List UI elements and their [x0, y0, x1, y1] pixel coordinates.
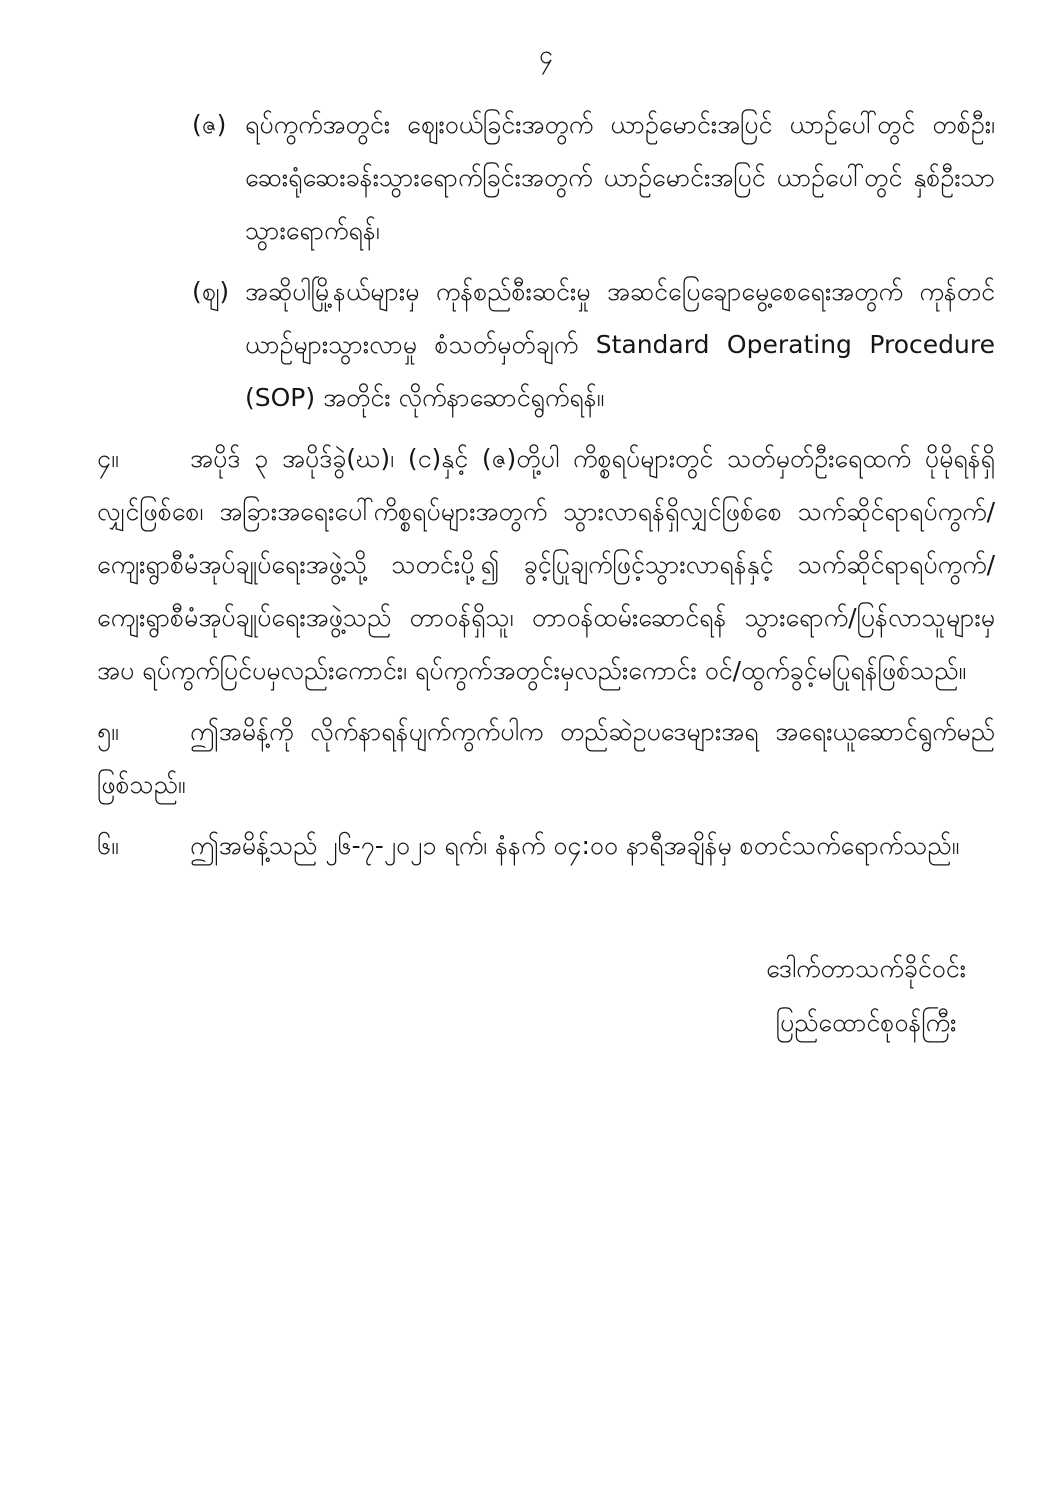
- signatory-title: ပြည်ထောင်စုဝန်ကြီး: [775, 1008, 957, 1037]
- page-number: ၄: [538, 40, 554, 69]
- signatory-name: ဒေါက်တာသက်ခိုင်ဝင်း: [766, 954, 966, 983]
- paragraph-number: ၅။: [97, 717, 119, 746]
- signature-block: [766, 942, 966, 1050]
- list-item-za: [192, 98, 995, 257]
- list-item-jha: [192, 265, 995, 424]
- paragraph-5: [97, 705, 995, 811]
- paragraph-4: [97, 432, 995, 697]
- list-item-text: အဆိုပါမြို့နယ်များမှ ကုန်စည်စီးဆင်းမှု အဆင်ပြေချောမွေ့စေရေးအတွက် ကုန်တင်ယာဉ်များသွားလာမှု စံသတ်မှတ်ချက် Standard Operating Procedure (SOP) အတိုင်း လိုက်နာဆောင်ရွက်ရန်။: [245, 277, 995, 412]
- list-item-text: ရပ်ကွက်အတွင်း ဈေးဝယ်ခြင်းအတွက် ယာဉ်မောင်းအပြင် ယာဉ်ပေါ်တွင် တစ်ဦး၊ ဆေးရုံဆေးခန်းသွားရောက်ခြင်းအတွက် ယာဉ်မောင်းအပြင် ယာဉ်ပေါ်တွင် နှစ်ဦးသာ သွားရောက်ရန်၊: [245, 110, 995, 245]
- paragraph-text: ဤအမိန့်ကို လိုက်နာရန်ပျက်ကွက်ပါက တည်ဆဲဥပဒေများအရ အရေးယူဆောင်ရွက်မည်ဖြစ်သည်။: [97, 717, 995, 799]
- paragraph-text: ဤအမိန့်သည် ၂၆-၇-၂၀၂၁ ရက်၊ နံနက် ၀၄:၀၀ နာရီအချိန်မှ စတင်သက်ရောက်သည်။: [190, 831, 960, 860]
- paragraph-number: ၆။: [97, 831, 119, 860]
- list-item-label: (ဇ): [192, 110, 227, 139]
- paragraph-6: [97, 819, 995, 872]
- paragraph-text: အပိုဒ် ၃ အပိုဒ်ခွဲ(ဃ)၊ (င)နှင့် (ဇ)တို့ပါ ကိစ္စရပ်များတွင် သတ်မှတ်ဦးရေထက် ပိုမိုရန်ရှိလျှင်ဖြစ်စေ၊ အခြားအရေးပေါ်ကိစ္စရပ်များအတွက် သွားလာရန်ရှိလျှင်ဖြစ်စေ သက်ဆိုင်ရာရပ်ကွက်/ကျေးရွာစီမံအုပ်ချုပ်ရေးအဖွဲ့သို့ သတင်းပို့၍ ခွင့်ပြုချက်ဖြင့်သွားလာရန်နှင့် သက်ဆိုင်ရာရပ်ကွက်/ကျေးရွာစီမံအုပ်ချုပ်ရေးအဖွဲ့သည် တာဝန်ရှိသူ၊ တာဝန်ထမ်းဆောင်ရန် သွားရောက်/ပြန်လာသူများမှအပ ရပ်ကွက်ပြင်ပမှလည်းကောင်း၊ ရပ်ကွက်အတွင်းမှလည်းကောင်း ဝင်/ထွက်ခွင့်မပြုရန်ဖြစ်သည်။: [97, 444, 995, 685]
- list-item-label: (ဈ): [192, 277, 230, 306]
- paragraph-number: ၄။: [97, 444, 119, 473]
